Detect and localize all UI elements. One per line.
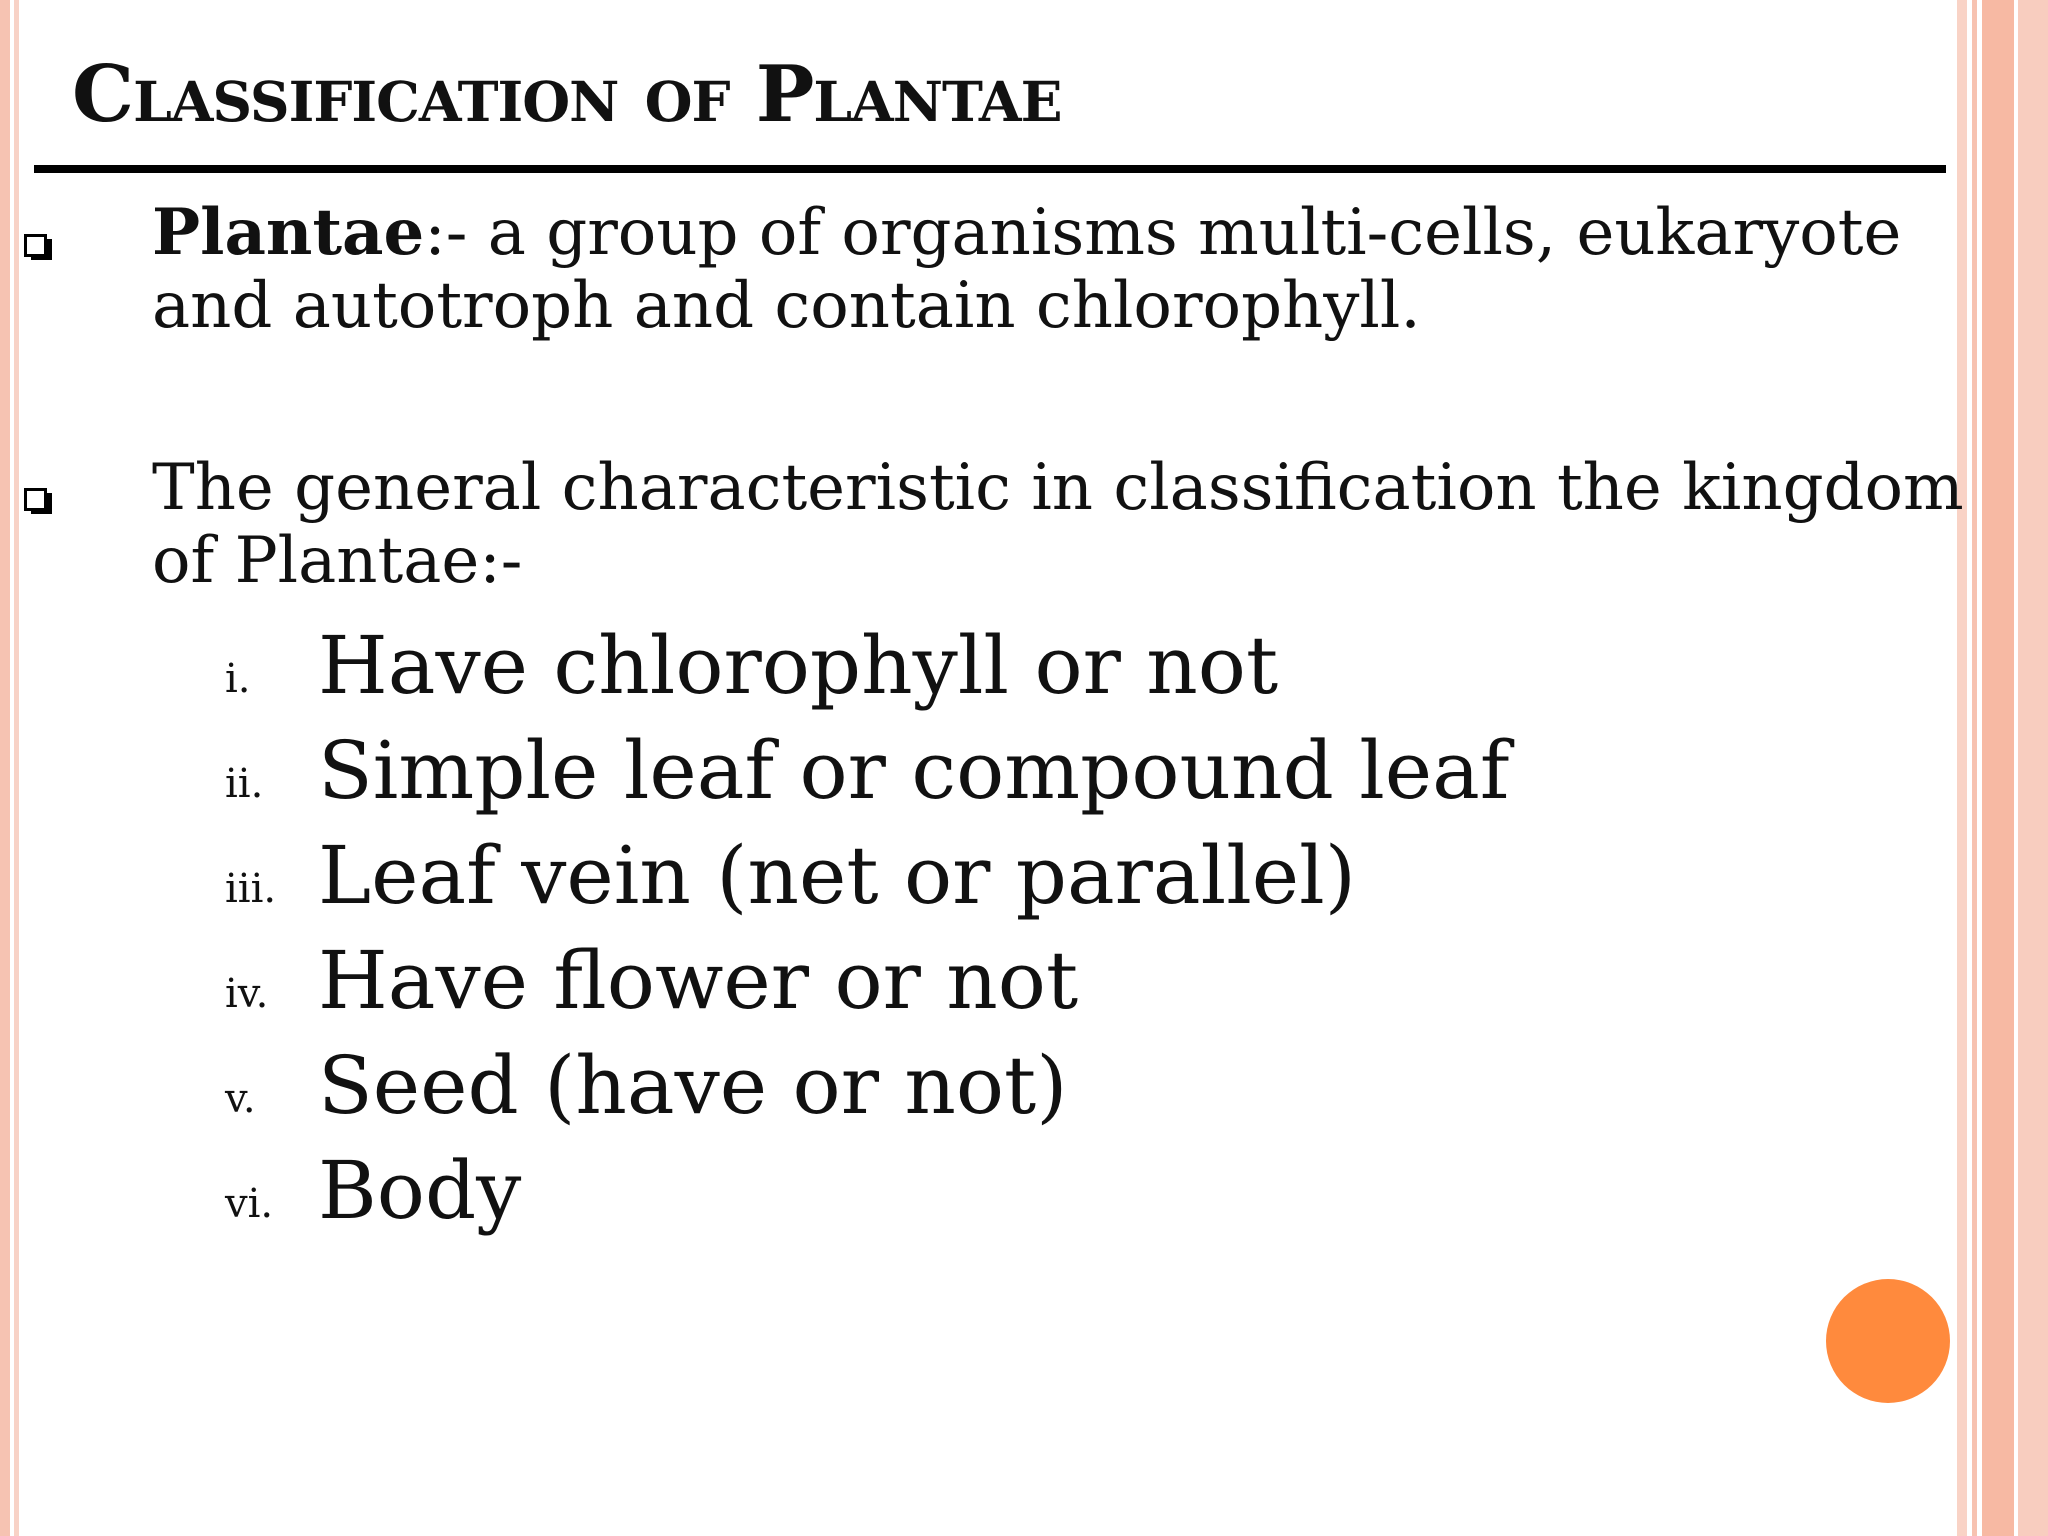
list-item bbox=[0, 610, 1900, 715]
list-numeral: vi. bbox=[225, 1181, 274, 1227]
plantae-definition bbox=[152, 196, 1992, 343]
list-item bbox=[0, 820, 1900, 925]
list-numeral: i. bbox=[225, 656, 251, 702]
list-item-text: Leaf vein (net or parallel) bbox=[318, 829, 1356, 922]
plantae-definition-text: :- a group of organisms multi-cells, eukaryote and autotroph and contain chlorophyll. bbox=[152, 196, 1902, 343]
orange-circle-icon bbox=[1826, 1279, 1950, 1403]
list-numeral: ii. bbox=[225, 761, 264, 807]
general-characteristic-intro: The general characteristic in classification the kingdom of Plantae:- bbox=[152, 451, 1964, 598]
list-item bbox=[0, 1135, 1900, 1240]
slide-title: Classification of Plantae bbox=[72, 49, 1062, 140]
list-item-text: Body bbox=[318, 1144, 522, 1237]
list-item bbox=[0, 1030, 1900, 1135]
hollow-square-bullet-icon bbox=[24, 486, 54, 516]
list-numeral: iv. bbox=[225, 971, 269, 1017]
list-item-text: Simple leaf or compound leaf bbox=[318, 724, 1510, 817]
characteristics-list bbox=[0, 610, 1900, 1240]
list-item bbox=[0, 715, 1900, 820]
list-item-text: Seed (have or not) bbox=[318, 1039, 1068, 1132]
list-item-text: Have flower or not bbox=[318, 934, 1079, 1027]
right-border-stripe-outer bbox=[2018, 0, 2048, 1536]
list-numeral: iii. bbox=[225, 866, 277, 912]
list-numeral: v. bbox=[225, 1076, 256, 1122]
list-item-text: Have chlorophyll or not bbox=[318, 619, 1279, 712]
list-item bbox=[0, 925, 1900, 1030]
hollow-square-bullet-icon bbox=[24, 232, 54, 262]
title-underline-rule bbox=[34, 165, 1946, 173]
plantae-term: Plantae bbox=[152, 195, 425, 270]
